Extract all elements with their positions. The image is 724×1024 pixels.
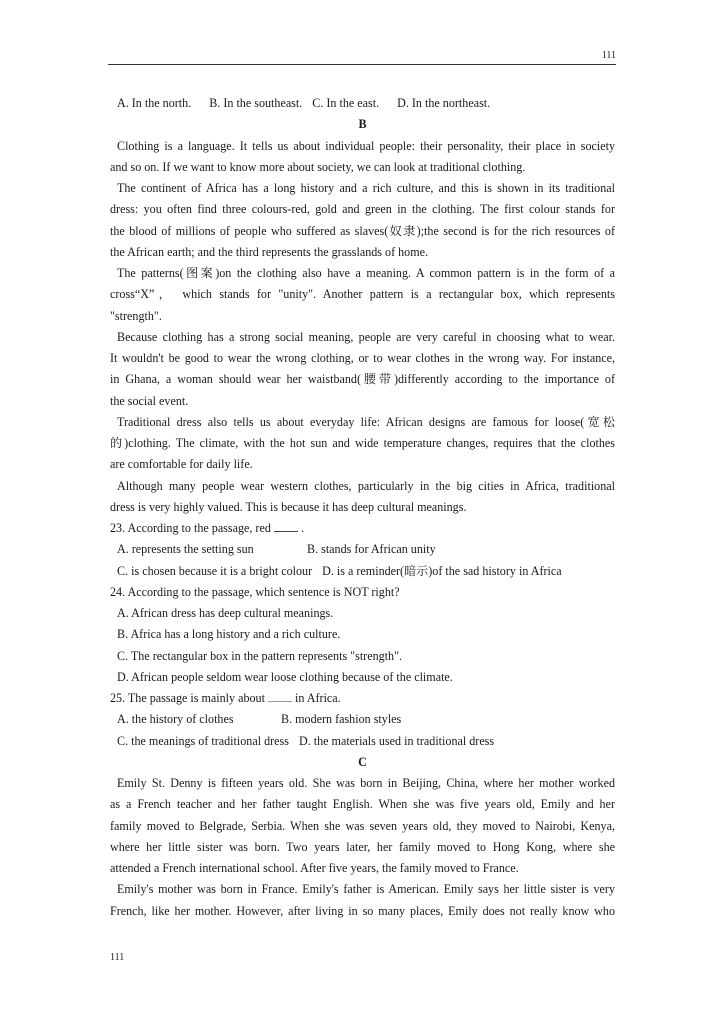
passage-b-line: Traditional dress also tells us about everyday life: African designs are famous for loose(宽松 bbox=[117, 414, 615, 429]
question-24-option-d: D. African people seldom wear loose clothing because of the climate. bbox=[117, 669, 453, 684]
question-23-stem: 23. According to the passage, red . bbox=[110, 521, 304, 535]
question-24-option-c: C. The rectangular box in the pattern represents "strength". bbox=[117, 648, 403, 663]
question-23-options-ab bbox=[110, 539, 615, 560]
passage-b-line: It wouldn't be good to wear the wrong clothing, or to wear clothes in the wrong way. For instance, bbox=[110, 351, 615, 365]
previous-question-options bbox=[110, 93, 615, 114]
section-b-heading: B bbox=[358, 117, 367, 132]
passage-c-line: Emily's mother was born in France. Emily's father is American. Emily says her little sister is very bbox=[117, 882, 615, 897]
document-body bbox=[110, 93, 615, 922]
question-24-option-b: B. Africa has a long history and a rich culture. bbox=[117, 627, 341, 642]
passage-b-line: "strength". bbox=[110, 308, 162, 323]
passage-c-line: attended a French international school. After five years, the family moved to France. bbox=[110, 861, 519, 875]
option-a: A. the history of clothes bbox=[117, 712, 234, 727]
question-24-option-a: A. African dress has deep cultural meanings. bbox=[117, 606, 334, 620]
passage-b-line: 的)clothing. The climate, with the hot sun and wide temperature changes, requires that the clothes bbox=[110, 436, 615, 450]
passage-c-line: where her little sister was born. Two years later, her family moved to Hong Kong, where she bbox=[110, 839, 615, 854]
header-divider bbox=[108, 64, 616, 65]
passage-b-line: are comfortable for daily life. bbox=[110, 457, 253, 472]
passage-b-line: and so on. If we want to know more about society, we can look at traditional clothing. bbox=[110, 159, 526, 174]
question-25-options-ab bbox=[110, 709, 615, 730]
passage-c-line: as a French teacher and her father taught English. When she was five years old, Emily and her bbox=[110, 797, 615, 812]
question-25-stem: 25. The passage is mainly about in Africa. bbox=[110, 691, 341, 705]
passage-b-line: in Ghana, a woman should wear her waistband(腰带)differently according to the importance of bbox=[110, 372, 615, 387]
passage-b-line: Clothing is a language. It tells us about individual people: their personality, their place in society bbox=[117, 138, 615, 153]
passage-b-line: The continent of Africa has a long history and a rich culture, and this is shown in its traditional bbox=[117, 181, 615, 195]
passage-b-line: Although many people wear western clothes, particularly in the big cities in Africa, traditional bbox=[117, 478, 615, 493]
passage-c-line: French, like her mother. However, after living in so many places, Emily does not really know who bbox=[110, 903, 615, 918]
section-c-heading: C bbox=[358, 754, 367, 769]
passage-b-line: dress: you often find three colours-red, gold and green in the clothing. The first colour stands for bbox=[110, 202, 615, 217]
passage-c-line: Emily St. Denny is fifteen years old. She was born in Beijing, China, where her mother worked bbox=[117, 776, 615, 790]
option-c: C. In the east. bbox=[312, 96, 380, 110]
question-24-stem: 24. According to the passage, which sentence is NOT right? bbox=[110, 584, 400, 599]
passage-c-line: family moved to Belgrade, Serbia. When she was seven years old, they moved to Nairobi, Kenya, bbox=[110, 818, 615, 833]
option-b: B. In the southeast. bbox=[209, 96, 303, 110]
option-d: D. the materials used in traditional dress bbox=[298, 733, 495, 748]
option-b: B. modern fashion styles bbox=[281, 712, 402, 727]
answer-blank bbox=[268, 689, 292, 702]
page-number-footer: 111 bbox=[110, 952, 125, 963]
option-a: A. In the north. bbox=[117, 96, 192, 110]
passage-b-line: cross“X”， which stands for "unity". Another pattern is a rectangular box, which represents bbox=[110, 287, 615, 302]
question-23-options-cd bbox=[110, 561, 615, 582]
passage-b-line: the social event. bbox=[110, 393, 189, 408]
passage-b-line: the blood of millions of people who suffered as slaves(奴隶);the second is for the rich resources of bbox=[110, 223, 615, 238]
passage-b-line: dress is very highly valued. This is because it has deep cultural meanings. bbox=[110, 499, 467, 514]
option-a: A. represents the setting sun bbox=[117, 542, 254, 557]
question-25-options-cd bbox=[110, 731, 615, 752]
option-b: B. stands for African unity bbox=[307, 542, 436, 557]
option-c: C. is chosen because it is a bright colour bbox=[117, 563, 313, 578]
option-d: D. is a reminder(暗示)of the sad history in Africa bbox=[322, 563, 562, 578]
passage-b-line: Because clothing has a strong social meaning, people are very careful in choosing what to wear. bbox=[117, 329, 615, 344]
passage-b-line: the African earth; and the third represents the grasslands of home. bbox=[110, 244, 429, 259]
answer-blank bbox=[274, 519, 298, 532]
option-c: C. the meanings of traditional dress bbox=[117, 733, 289, 748]
passage-b-line: The patterns(图案)on the clothing also have a meaning. A common pattern is in the form of a bbox=[117, 266, 615, 280]
page-number-header: 111 bbox=[601, 50, 616, 61]
option-d: D. In the northeast. bbox=[397, 96, 491, 110]
